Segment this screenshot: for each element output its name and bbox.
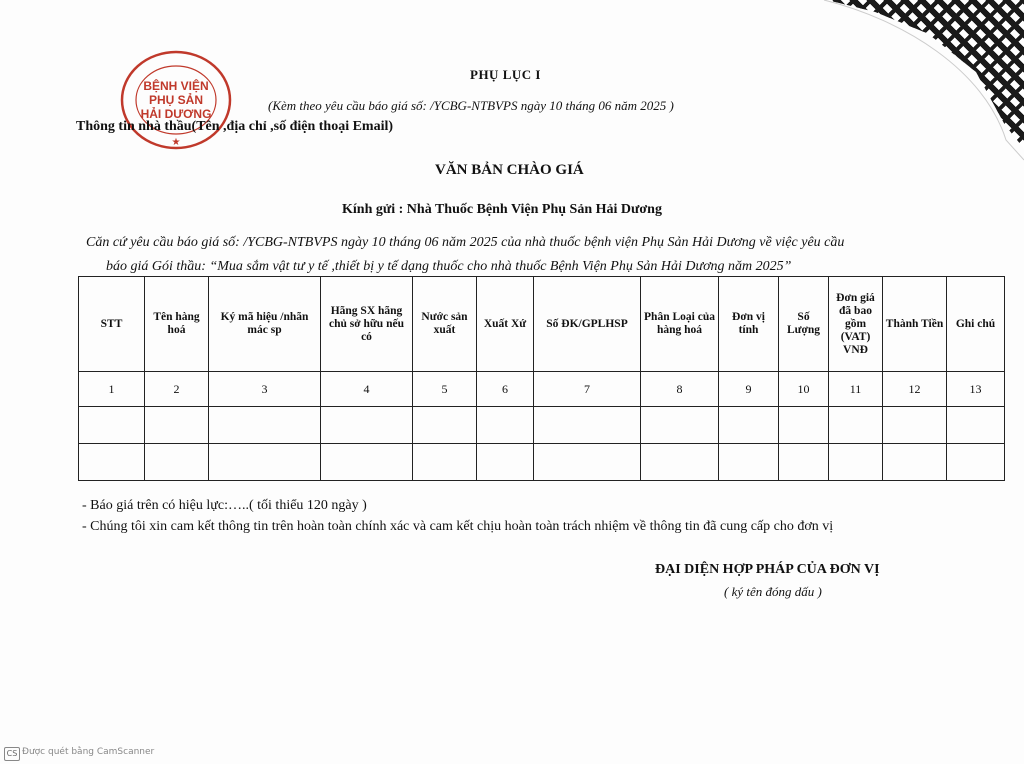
basis-line-1: Căn cứ yêu cầu báo giá số: /YCBG-NTBVPS ngày 10 tháng 06 năm 2025 của nhà thuốc bệnh viện Phụ Sản Hải Dương về việc yêu cầu xyxy=(86,235,845,250)
table-cell xyxy=(477,444,534,481)
header-row xyxy=(79,277,1005,372)
column-header: Xuất Xứ xyxy=(477,277,534,372)
signature-instruction: ( ký tên đóng dấu ) xyxy=(724,584,822,599)
column-header: Hãng SX hãng chủ sở hữu nếu có xyxy=(321,277,413,372)
addressee-line: Kính gửi : Nhà Thuốc Bệnh Viện Phụ Sản Hải Dương xyxy=(342,202,662,217)
table-cell xyxy=(641,407,719,444)
validity-note: - Báo giá trên có hiệu lực:…..( tối thiểu 120 ngày ) xyxy=(82,498,367,513)
column-header: Nước sản xuất xyxy=(413,277,477,372)
table-cell xyxy=(79,444,145,481)
table-cell xyxy=(779,444,829,481)
table-cell xyxy=(947,444,1005,481)
table-cell xyxy=(779,407,829,444)
hospital-seal xyxy=(116,46,236,154)
column-header: Số Lượng xyxy=(779,277,829,372)
table-cell xyxy=(145,444,209,481)
table-cell xyxy=(413,407,477,444)
table-cell xyxy=(883,444,947,481)
table-cell xyxy=(947,407,1005,444)
column-number: 2 xyxy=(145,372,209,407)
seal-line-2: PHỤ SẢN xyxy=(148,93,203,107)
column-header: Ký mã hiệu /nhãn mác sp xyxy=(209,277,321,372)
table-cell xyxy=(534,444,641,481)
column-number: 3 xyxy=(209,372,321,407)
table-cell xyxy=(79,407,145,444)
scanner-watermark: Được quét bằng CamScanner xyxy=(22,747,155,757)
seal-text xyxy=(116,46,236,154)
legal-representative-title: ĐẠI DIỆN HỢP PHÁP CỦA ĐƠN VỊ xyxy=(655,562,880,577)
basis-line-2: báo giá Gói thầu: “Mua sắm vật tư y tế ,thiết bị y tế dạng thuốc cho nhà thuốc Bệnh Viện Phụ Sản Hải Dương năm 2025” xyxy=(106,259,792,274)
column-header: Ghi chú xyxy=(947,277,1005,372)
column-header: Đơn giá đã bao gồm (VAT) VNĐ xyxy=(829,277,883,372)
column-header: Phân Loại của hàng hoá xyxy=(641,277,719,372)
column-header: STT xyxy=(79,277,145,372)
column-number: 8 xyxy=(641,372,719,407)
column-number: 4 xyxy=(321,372,413,407)
column-number: 5 xyxy=(413,372,477,407)
table-cell xyxy=(719,444,779,481)
reference-line: (Kèm theo yêu cầu báo giá số: /YCBG-NTBVPS ngày 10 tháng 06 năm 2025 ) xyxy=(268,98,674,113)
document-title: VĂN BẢN CHÀO GIÁ xyxy=(435,162,584,178)
camscanner-logo-icon: CS xyxy=(4,747,20,761)
column-header: Tên hàng hoá xyxy=(145,277,209,372)
table-cell xyxy=(321,407,413,444)
table-cell xyxy=(145,407,209,444)
table-row xyxy=(79,444,1005,481)
seal-line-3: HẢI DƯƠNG xyxy=(140,107,212,121)
column-number: 1 xyxy=(79,372,145,407)
appendix-title: PHỤ LỤC I xyxy=(470,67,541,82)
commitment-note: - Chúng tôi xin cam kết thông tin trên hoàn toàn chính xác và cam kết chịu hoàn toàn trách nhiệm về thông tin đã cung cấp cho đơn vị xyxy=(82,519,834,534)
table-cell xyxy=(641,444,719,481)
table-cell xyxy=(477,407,534,444)
column-number: 13 xyxy=(947,372,1005,407)
table-cell xyxy=(209,444,321,481)
column-number: 6 xyxy=(477,372,534,407)
column-number: 12 xyxy=(883,372,947,407)
column-header: Số ĐK/GPLHSP xyxy=(534,277,641,372)
column-number: 11 xyxy=(829,372,883,407)
table-cell xyxy=(534,407,641,444)
column-number-row xyxy=(79,372,1005,407)
table-cell xyxy=(719,407,779,444)
svg-text:★: ★ xyxy=(171,137,181,148)
table-cell xyxy=(321,444,413,481)
table-cell xyxy=(883,407,947,444)
table-cell xyxy=(413,444,477,481)
table-cell xyxy=(829,407,883,444)
table-row xyxy=(79,407,1005,444)
column-number: 10 xyxy=(779,372,829,407)
column-number: 7 xyxy=(534,372,641,407)
column-header: Đơn vị tính xyxy=(719,277,779,372)
table-cell xyxy=(209,407,321,444)
table-cell xyxy=(829,444,883,481)
contractor-info: Thông tin nhà thầu(Tên ,địa chỉ ,số điện thoại Email) xyxy=(76,119,394,134)
column-number: 9 xyxy=(719,372,779,407)
seal-line-1: BỆNH VIỆN xyxy=(143,79,209,93)
column-header: Thành Tiền xyxy=(883,277,947,372)
quotation-table xyxy=(78,276,1005,481)
